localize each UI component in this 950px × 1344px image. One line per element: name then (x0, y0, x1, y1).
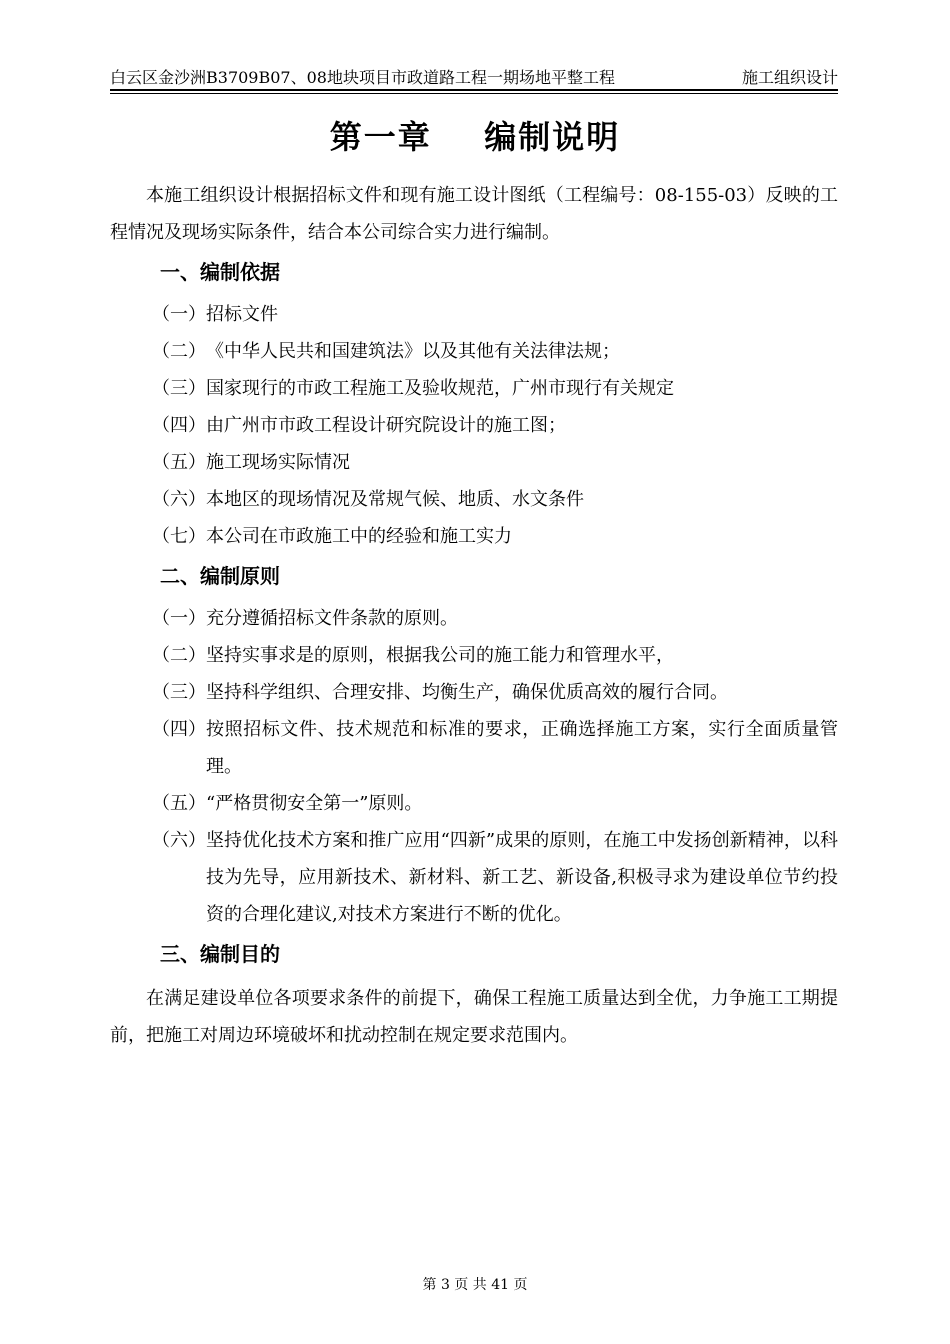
list-item-text: 坚持实事求是的原则，根据我公司的施工能力和管理水平， (206, 645, 674, 666)
list-item (152, 296, 838, 333)
list-item-number: （四） (152, 719, 206, 740)
list-item-text: 本公司在市政施工中的经验和施工实力 (206, 526, 512, 547)
list-item-number: （二） (152, 645, 206, 666)
list-item-number: （七） (152, 526, 206, 547)
section-heading-basis: 一、编制依据 (160, 260, 280, 284)
list-item-text: 坚持科学组织、合理安排、均衡生产，确保优质高效的履行合同。 (206, 682, 728, 703)
list-item (152, 333, 838, 370)
chapter-title: 第一章 编制说明 (329, 118, 621, 156)
list-item (152, 785, 838, 822)
purpose-paragraph (110, 980, 838, 1054)
header-document-type: 施工组织设计 (741, 68, 838, 87)
list-item-number: （三） (152, 682, 206, 703)
intro-paragraph (110, 177, 838, 251)
header-project-title: 白云区金沙洲B3709B07、08地块项目市政道路工程一期场地平整工程 (110, 68, 615, 87)
list-item (152, 674, 838, 711)
list-item-number: （一） (152, 608, 206, 629)
page-header (110, 66, 838, 90)
list-item-text: 坚持优化技术方案和推广应用“四新”成果的原则，在施工中发扬创新精神，以科技为先导，应用新技术、新材料、新工艺、新设备,积极寻求为建设单位节约投资的合理化建议,对技术方案进行不断的优化。 (206, 830, 838, 925)
list-item-text: 按照招标文件、技术规范和标准的要求，正确选择施工方案，实行全面质量管理。 (206, 719, 838, 777)
list-item (152, 481, 838, 518)
list-item (152, 711, 838, 785)
list-item-text: 充分遵循招标文件条款的原则。 (206, 608, 458, 629)
section-heading-principles: 二、编制原则 (160, 564, 280, 588)
list-item-number: （六） (152, 830, 206, 851)
purpose-text: 在满足建设单位各项要求条件的前提下，确保工程施工质量达到全优，力争施工工期提前，把施工对周边环境破坏和扰动控制在规定要求范围内。 (110, 988, 838, 1046)
section-heading-purpose: 三、编制目的 (160, 942, 280, 966)
list-item-number: （四） (152, 415, 206, 436)
list-item (152, 518, 838, 555)
list-item-number: （一） (152, 304, 206, 325)
list-item-text: 本地区的现场情况及常规气候、地质、水文条件 (206, 489, 584, 510)
list-item-number: （六） (152, 489, 206, 510)
list-item (152, 407, 838, 444)
list-item (152, 637, 838, 674)
list-item-text: 国家现行的市政工程施工及验收规范，广州市现行有关规定 (206, 378, 674, 399)
list-item (152, 370, 838, 407)
page-number: 第 3 页 共 41 页 (422, 1277, 528, 1293)
header-rule-thin (110, 93, 838, 94)
list-item (152, 600, 838, 637)
list-item-number: （三） (152, 378, 206, 399)
header-rule-thick (110, 89, 838, 91)
list-item (152, 822, 838, 933)
list-item-text: 施工现场实际情况 (206, 452, 350, 473)
list-item-text: “严格贯彻安全第一”原则。 (206, 793, 423, 814)
list-item-number: （五） (152, 452, 206, 473)
intro-text: 本施工组织设计根据招标文件和现有施工设计图纸（工程编号：08-155-03）反映的工程情况及现场实际条件，结合本公司综合实力进行编制。 (110, 185, 838, 243)
list-item-text: 招标文件 (206, 304, 278, 325)
list-item-number: （二） (152, 341, 206, 362)
list-item-text: 《中华人民共和国建筑法》以及其他有关法律法规； (206, 341, 620, 362)
list-item-text: 由广州市市政工程设计研究院设计的施工图； (206, 415, 566, 436)
list-item-number: （五） (152, 793, 206, 814)
list-item (152, 444, 838, 481)
